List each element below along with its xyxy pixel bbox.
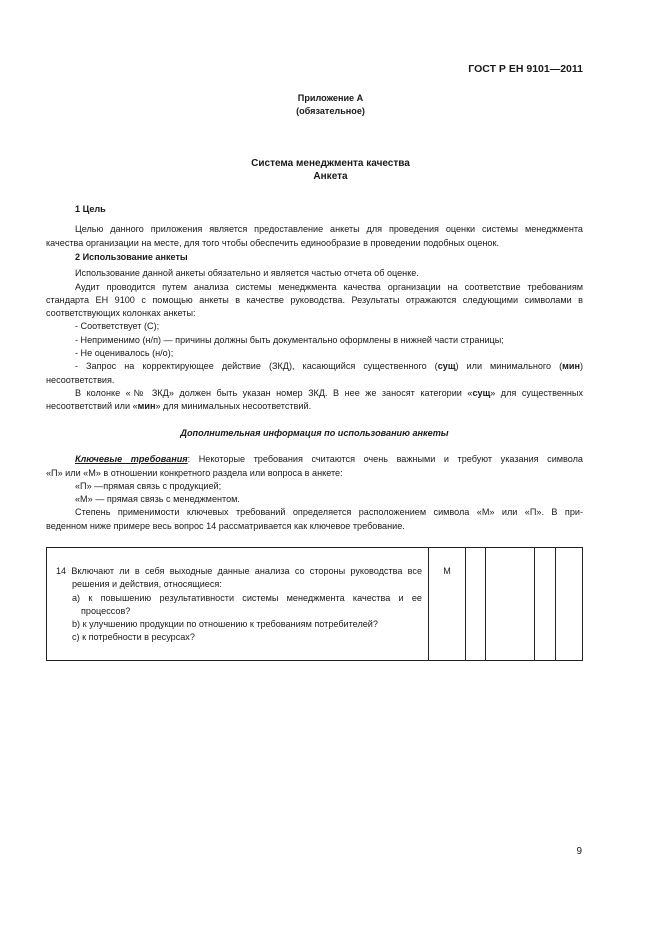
additional-p1-line1 [46, 453, 583, 466]
category-minor: мин [562, 361, 580, 372]
list-item: «П» —прямая связь с продукцией; [75, 480, 222, 491]
paragraph-text: » для минимальных несоответствий. [155, 401, 312, 412]
list-item-text: ) [579, 361, 583, 372]
category-major: сущ [437, 361, 456, 372]
section-2-heading: 2 Использование анкеты [75, 252, 188, 262]
question-line: решения и действия, относящиеся: [72, 579, 222, 590]
standard-code: ГОСТ Р ЕН 9101—2011 [468, 63, 583, 75]
empty-cell [466, 548, 486, 661]
section-1-heading: 1 Цель [75, 204, 106, 214]
list-item [46, 360, 583, 373]
key-requirements-label: Ключевые требования [75, 454, 188, 465]
empty-cell [535, 548, 556, 661]
question-cell [47, 548, 429, 661]
additional-p1-line2: «П» или «М» в отношении конкретного раздела или вопроса в анкете: [46, 467, 343, 478]
example-table [46, 547, 583, 661]
section-2-p2-line2: стандарта ЕН 9100 с помощью анкеты в качестве руководства. Результаты отражаются следующими символами в [46, 294, 583, 305]
list-item: - Не оценивалось (н/о); [75, 348, 174, 359]
list-item-text: ) или минимального ( [455, 361, 563, 372]
doc-subtitle: Анкета [313, 171, 348, 182]
section-1 [46, 203, 583, 250]
question-item-a-cont: процессов? [81, 605, 131, 616]
category-minor: мин [137, 401, 156, 412]
paragraph-text: : Некоторые требования считаются очень важными и требуют указания символа [187, 454, 583, 465]
section-2-p3-line1 [46, 387, 583, 400]
paragraph-text: несоответствий или « [46, 401, 138, 412]
question-item-c: c) к потребности в ресурсах? [72, 632, 195, 643]
section-2-p2-line3: соответствующих колонках анкеты: [46, 308, 196, 319]
additional-info-heading: Дополнительная информация по использованию анкеты [180, 428, 449, 438]
additional-p2-line2: веденном ниже примере весь вопрос 14 рассматривается как ключевое требование. [46, 520, 405, 531]
annex-title: Приложение А [297, 93, 364, 103]
section-2 [46, 251, 583, 414]
mark-cell [429, 548, 466, 661]
section-2-p1: Использование данной анкеты обязательно и является частью отчета об оценке. [75, 268, 419, 279]
key-requirement-mark: М [443, 566, 451, 576]
paragraph-text: » для существенных [490, 387, 584, 398]
empty-cell [486, 548, 535, 661]
list-item: - Неприменимо (н/п) — причины должны быть документально оформлены в нижней части страницы; [75, 334, 504, 345]
question-line: 14 Включают ли в себя выходные данные анализа со стороны руководства все [56, 566, 422, 576]
section-1-text-line2: качества организации на месте, для того чтобы обеспечить единообразие в проведении подобных оценок. [46, 237, 499, 248]
doc-title: Система менеджмента качества [251, 158, 410, 169]
table-row [47, 548, 583, 661]
list-item-text: - Запрос на корректирующее действие (ЗКД), касающийся существенного ( [75, 361, 438, 372]
page-number: 9 [576, 846, 582, 857]
additional-p2-line1: Степень применимости ключевых требований определяется расположением символа «М» или «П». В при- [75, 507, 583, 518]
list-item: - Соответствует (С); [75, 321, 160, 332]
list-item-continuation: несоответствия. [46, 374, 115, 385]
annex-status: (обязательное) [296, 106, 365, 116]
section-2-p3-line2 [46, 400, 583, 413]
category-major: сущ [472, 387, 491, 398]
list-item: «М» — прямая связь с менеджментом. [75, 494, 240, 505]
question-item-b: b) к улучшению продукции по отношению к требованиям потребителей? [72, 619, 378, 630]
additional-info [46, 427, 583, 533]
section-1-text-line1: Целью данного приложения является предоставление анкеты для проведения оценки системы менеджмента [75, 224, 583, 235]
question-item-a: а) к повышению результативности системы менеджмента качества и ее [72, 592, 422, 603]
section-2-p2-line1: Аудит проводится путем анализа системы менеджмента качества организации на соответствие требованиям [75, 281, 583, 292]
paragraph-text: В колонке «№ ЗКД» должен быть указан номер ЗКД. В нее же заносят категории « [75, 387, 473, 398]
empty-cell [556, 548, 583, 661]
